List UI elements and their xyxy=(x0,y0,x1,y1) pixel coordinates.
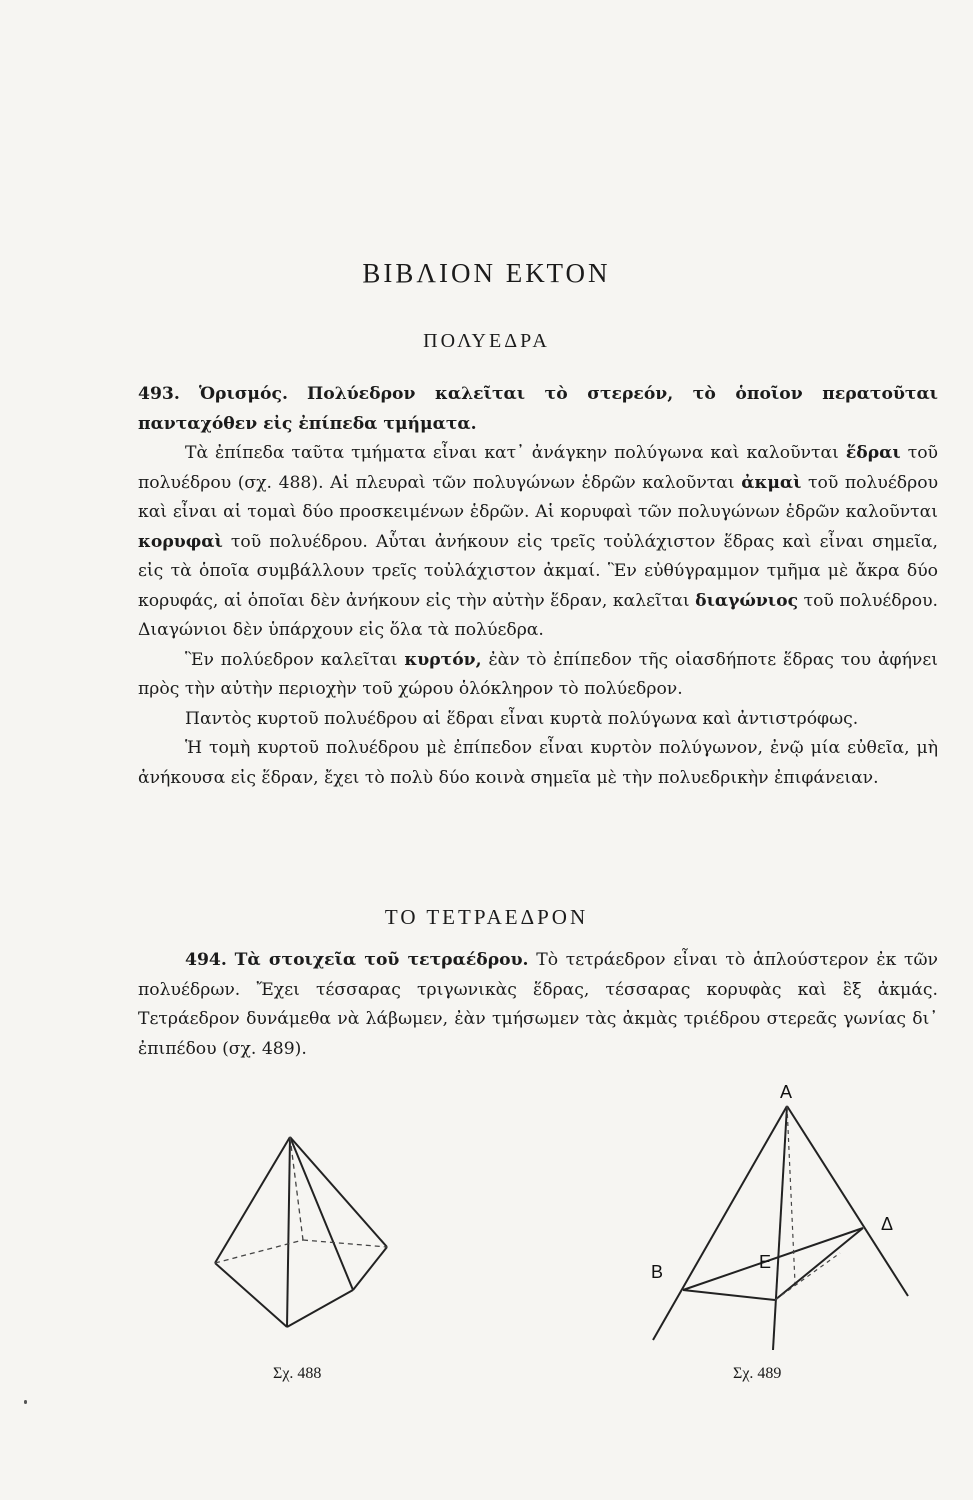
chapter-title: ΠΟΛΥΕΔΡΑ xyxy=(423,330,550,352)
pyramid-edge xyxy=(215,1137,290,1263)
definition-paragraph xyxy=(138,380,938,439)
pyramid-edge xyxy=(290,1137,387,1247)
label-d: Δ xyxy=(881,1214,894,1234)
section-heading: Ὁρισμός. xyxy=(198,384,288,404)
paragraph-intersection: Ἡ τομὴ κυρτοῦ πολυέδρου μὲ ἐπίπεδον εἶναι κυρτὸν πολύγωνον, ἐνῷ μία εὐθεῖα, μὴ ἀνήκουσα εἰς ἕδραν, ἔχει τὸ πολὺ δύο κοινὰ σημεῖα μὲ τὴν πολυεδρικὴν ἐπιφάνειαν. xyxy=(138,738,938,788)
section-494 xyxy=(138,946,938,1064)
term-convex: κυρτόν, xyxy=(404,649,482,670)
hidden-line xyxy=(787,1106,795,1283)
pyramid-hidden-edge xyxy=(215,1240,303,1263)
pyramid-edge xyxy=(290,1137,353,1290)
term-faces: ἕδραι xyxy=(845,443,901,463)
pyramid-base-edge xyxy=(287,1290,353,1327)
paragraph-convex-faces: Παντὸς κυρτοῦ πολυέδρου αἱ ἕδραι εἶναι κυρτὰ πολύγωνα καὶ ἀντιστρόφως. xyxy=(185,708,859,729)
section-493 xyxy=(138,380,938,793)
pyramid-base-edge xyxy=(353,1247,387,1290)
figure-489-caption: Σχ. 489 xyxy=(733,1365,782,1382)
trihedral-edge xyxy=(653,1106,787,1340)
label-e: Ε xyxy=(759,1252,772,1272)
section-number: 493. xyxy=(138,384,180,404)
label-b: Β xyxy=(651,1262,664,1282)
pyramid-hidden-edge xyxy=(303,1240,387,1247)
figure-489-tetrahedron xyxy=(625,1078,925,1358)
definition-text: Πολύεδρον καλεῖται τὸ στερεόν, τὸ ὁποῖον περατοῦται πανταχόθεν εἰς ἐπίπεδα τμήματα. xyxy=(138,384,938,434)
term-edges: ἀκμαὶ xyxy=(741,472,802,493)
trihedral-edge xyxy=(773,1106,787,1350)
figure-488-caption: Σχ. 488 xyxy=(273,1365,322,1382)
section-heading: Τὰ στοιχεῖα τοῦ τετραέδρου. xyxy=(234,950,529,970)
term-vertices: κορυφαὶ xyxy=(138,531,223,552)
label-a: Α xyxy=(780,1082,793,1102)
pyramid-edge xyxy=(287,1137,290,1327)
paragraph-faces-edges: Τὰ ἐπίπεδα ταῦτα τμήματα εἶναι κατ᾽ ἀνάγκην πολύγωνα καὶ καλοῦνται ἕδραι τοῦ πολυέδρου (σχ. 488). Αἱ πλευραὶ τῶν πολυγώνων ἑδρῶν καλοῦνται ἀκμαὶ τοῦ πολυέδρου καὶ εἶναι αἱ τομαὶ δύο προσκειμένων ἑδρῶν. Αἱ κορυφαὶ τῶν πολυγώνων ἑδρῶν καλοῦνται κορυφαὶ τοῦ πολυέδρου. Αὗται ἀνήκουν εἰς τρεῖς τοὐλάχιστον ἕδρας καὶ εἶναι σημεῖα, εἰς τὰ ὁποῖα συμβάλλουν τρεῖς τοὐλάχιστον ἀκμαί. Ἓν εὐθύγραμμον τμῆμα μὲ ἄκρα δύο κορυφάς, αἱ ὁποῖαι δὲν ἀνήκουν εἰς τὴν αὐτὴν ἕδραν, καλεῖται διαγώνιος τοῦ πολυέδρου. Διαγώνιοι δὲν ὑπάρχουν εἰς ὅλα τὰ πολύεδρα. xyxy=(138,443,939,640)
book-title: ΒΙΒΛΙΟΝ ΕΚΤΟΝ xyxy=(362,258,611,288)
paragraph-convex: Ἓν πολύεδρον καλεῖται κυρτόν, ἐὰν τὸ ἐπίπεδον τῆς οἱασδήποτε ἕδρας του ἀφήνει πρὸς τὴν αὐτὴν περιοχὴν τοῦ χώρου ὁλόκληρον τὸ πολύεδρον. xyxy=(138,649,938,699)
tetrahedron-edge xyxy=(683,1228,863,1290)
tetrahedron-edge xyxy=(683,1290,775,1300)
section-title-tetrahedron: ΤΟ ΤΕΤΡΑΕΔΡΟΝ xyxy=(384,905,589,929)
term-diagonal: διαγώνιος xyxy=(695,590,799,611)
page-mark xyxy=(24,1400,27,1404)
pyramid-base-edge xyxy=(215,1263,287,1327)
tetrahedron-edge xyxy=(775,1228,863,1300)
figure-488-pyramid xyxy=(205,1135,395,1345)
tetrahedron-text: Τὸ τετράεδρον εἶναι τὸ ἁπλούστερον ἐκ τῶν πολυέδρων. Ἔχει τέσσαρας τριγωνικὰς ἕδρας, τέσσαρας κορυφὰς καὶ ἓξ ἀκμάς. Τετράεδρον δυνάμεθα νὰ λάβωμεν, ἐὰν τμήσωμεν τὰς ἀκμὰς τριέδρου στερεᾶς γωνίας δι᾽ ἐπιπέδου (σχ. 489). xyxy=(138,950,938,1059)
trihedral-edge xyxy=(787,1106,908,1296)
tetrahedron-paragraph xyxy=(138,946,938,1064)
section-number: 494. xyxy=(185,950,227,970)
